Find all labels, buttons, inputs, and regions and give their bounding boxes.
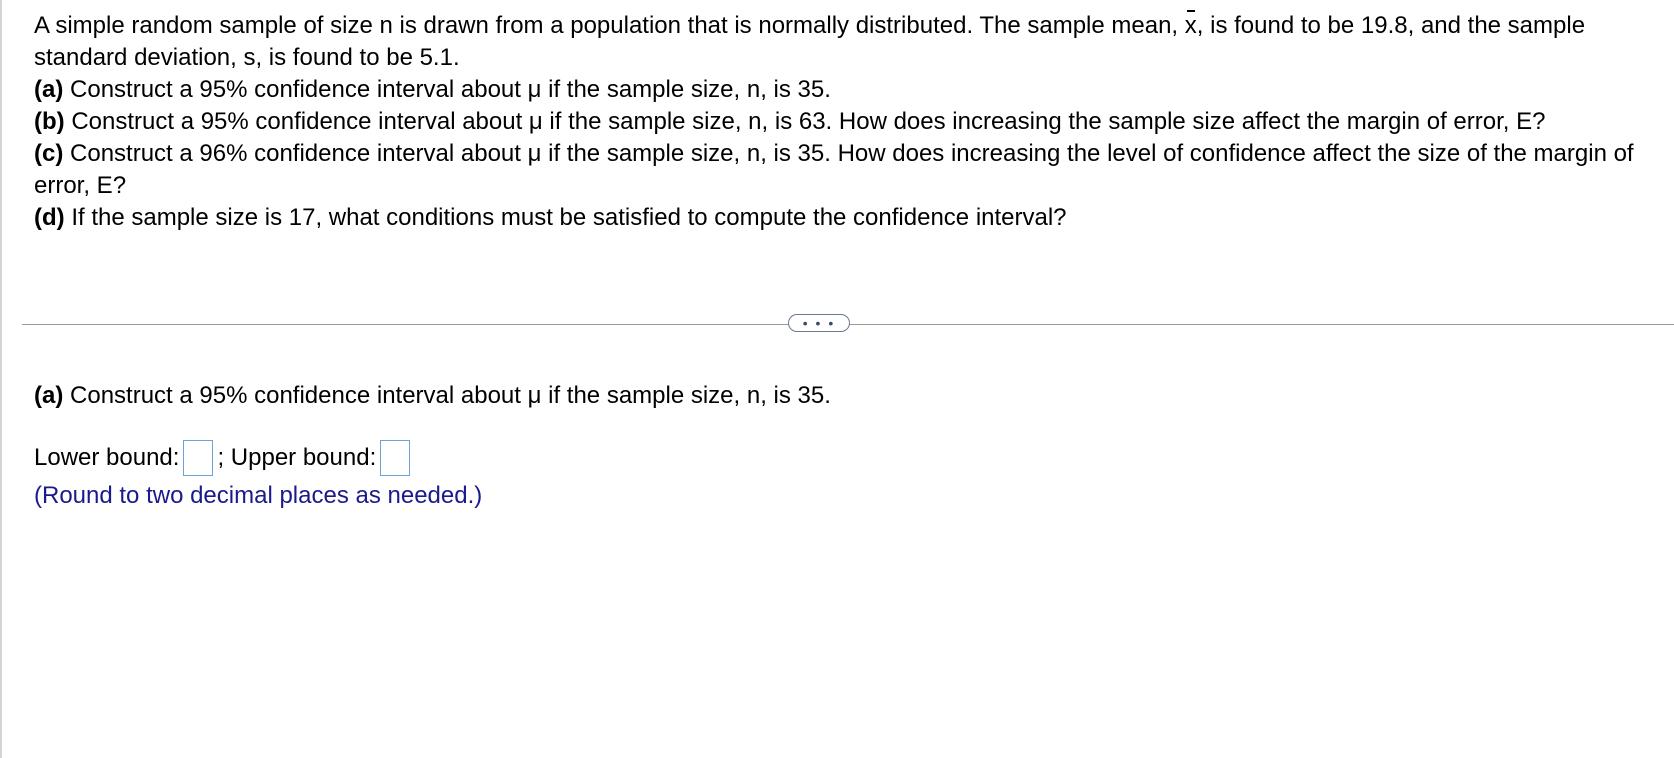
answer-part-text: Construct a 95% confidence interval about μ if the sample size, n, is 35. xyxy=(63,382,831,409)
lower-bound-input[interactable] xyxy=(183,440,213,476)
intro-text-1: A simple random sample of size n is drawn from a population that is normally distributed. The sample mean, xyxy=(34,12,1185,39)
part-b-text: Construct a 95% confidence interval about μ if the sample size, n, is 63. How does increasing the sample size affect the margin of error, E? xyxy=(64,108,1546,135)
answer-part-label: (a) xyxy=(34,382,64,409)
intro-text-2: , is found to be 19.8, and the sample standard deviation, s, is found to be 5.1. xyxy=(34,12,1586,71)
lower-bound-label: Lower bound: xyxy=(34,444,180,471)
question-part-b xyxy=(34,106,1664,138)
part-a-text: Construct a 95% confidence interval about μ if the sample size, n, is 35. xyxy=(63,76,831,103)
answer-section xyxy=(34,380,1634,512)
question-intro xyxy=(34,10,1664,74)
left-border xyxy=(0,0,2,758)
x-bar-symbol: x xyxy=(1185,10,1197,42)
upper-bound-label: ; Upper bound: xyxy=(217,444,377,471)
part-d-label: (d) xyxy=(34,204,65,231)
part-a-label: (a) xyxy=(34,76,64,103)
part-d-text: If the sample size is 17, what conditions must be satisfied to compute the confidence interval? xyxy=(64,204,1067,231)
answer-prompt xyxy=(34,380,1634,412)
upper-bound-input[interactable] xyxy=(380,440,410,476)
question-part-d xyxy=(34,202,1664,234)
question-text xyxy=(34,10,1664,234)
part-c-label: (c) xyxy=(34,140,64,167)
bounds-row xyxy=(34,438,1634,478)
part-b-label: (b) xyxy=(34,108,65,135)
question-part-c xyxy=(34,138,1664,202)
expand-question-button[interactable]: • • • xyxy=(788,314,850,332)
question-part-a xyxy=(34,74,1664,106)
rounding-hint: (Round to two decimal places as needed.) xyxy=(34,482,483,509)
part-c-text: Construct a 96% confidence interval about μ if the sample size, n, is 35. How does increasing the level of confidence affect the size of the margin of error, E? xyxy=(34,140,1634,199)
